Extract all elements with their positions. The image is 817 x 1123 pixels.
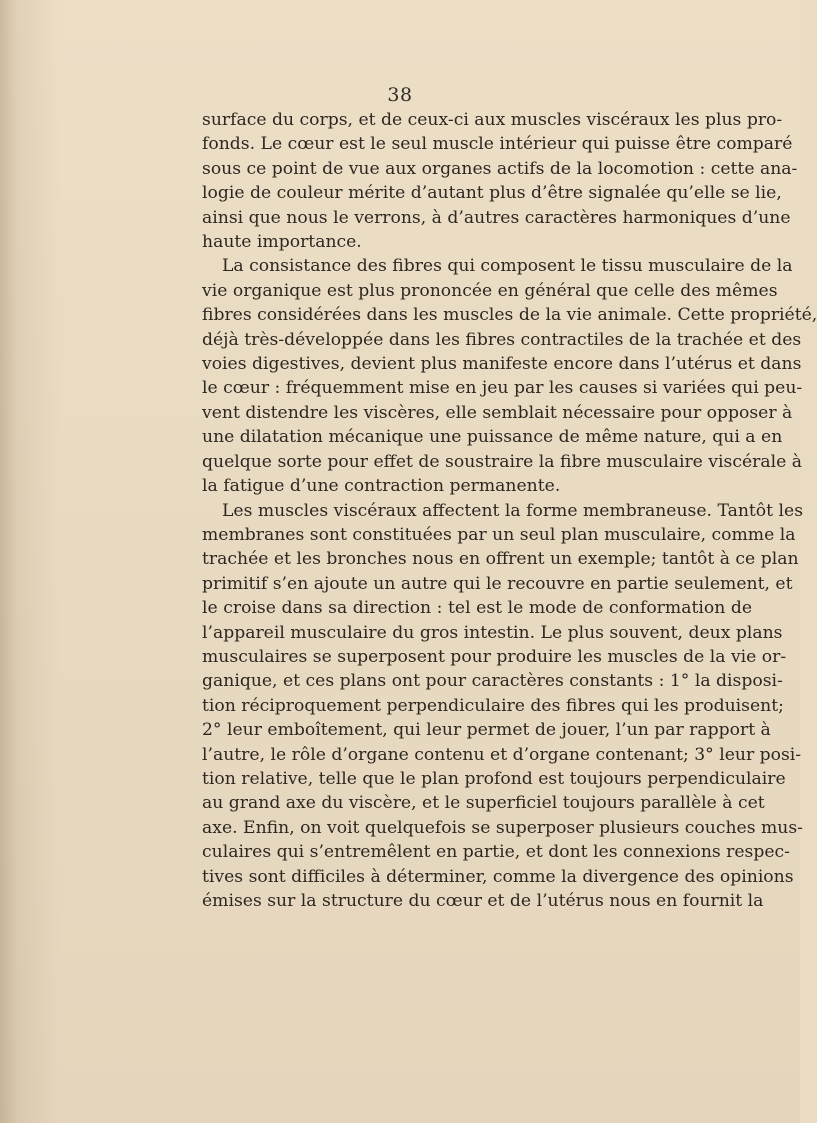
text-line: 2° leur emboîtement, qui leur permet de jouer, l’un par rapport à (202, 720, 771, 741)
text-line: surface du corps, et de ceux-ci aux muscles viscéraux les plus pro- (202, 110, 783, 130)
text-line: au grand axe du viscère, et le superficiel toujours parallèle à cet (202, 793, 765, 814)
text-line: vent distendre les viscères, elle semblait nécessaire pour opposer à (202, 402, 793, 423)
text-line: la fatigue d’une contraction permanente. (202, 476, 561, 497)
text-line: logie de couleur mérite d’autant plus d’être signalée qu’elle se lie, (202, 183, 782, 204)
text-line: haute importance. (202, 232, 362, 253)
text-line: Les muscles viscéraux affectent la forme membraneuse. Tantôt les (222, 500, 804, 521)
text-line: voies digestives, devient plus manifeste encore dans l’utérus et dans (202, 354, 802, 375)
text-line: membranes sont constituées par un seul plan musculaire, comme la (202, 524, 796, 545)
page-number: 38 (387, 84, 413, 106)
text-line: La consistance des fibres qui composent le tissu musculaire de la (222, 256, 793, 277)
paragraph-2 (202, 254, 817, 498)
text-line: une dilatation mécanique une puissance de même nature, qui a en (202, 427, 783, 448)
text-line: ganique, et ces plans ont pour caractères constants : 1° la disposi- (202, 671, 783, 692)
text-line: le croise dans sa direction : tel est le mode de conformation de (202, 598, 752, 619)
text-line: fibres considérées dans les muscles de la vie animale. Cette propriété, (202, 305, 817, 326)
text-line: primitif s’en ajoute un autre qui le recouvre en partie seulement, et (202, 573, 793, 594)
text-line: déjà très-développée dans les fibres contractiles de la trachée et des (202, 329, 802, 350)
text-line: le cœur : fréquemment mise en jeu par les causes si variées qui peu- (202, 378, 803, 399)
text-line: vie organique est plus prononcée en général que celle des mêmes (202, 280, 778, 301)
text-line: l’appareil musculaire du gros intestin. Le plus souvent, deux plans (202, 622, 783, 643)
text-line: sous ce point de vue aux organes actifs de la locomotion : cette ana- (202, 158, 798, 179)
text-line: tion réciproquement perpendiculaire des fibres qui les produisent; (202, 695, 784, 716)
text-line: trachée et les bronches nous en offrent un exemple; tantôt à ce plan (202, 549, 799, 570)
text-line: tives sont difficiles à déterminer, comme la divergence des opinions (202, 866, 794, 887)
text-line: musculaires se superposent pour produire les muscles de la vie or- (202, 646, 787, 667)
text-line: l’autre, le rôle d’organe contenu et d’organe contenant; 3° leur posi- (202, 744, 802, 765)
text-line: axe. Enfin, on voit quelquefois se superposer plusieurs couches mus- (202, 817, 803, 838)
body-text (202, 108, 817, 913)
text-line: quelque sorte pour effet de soustraire la fibre musculaire viscérale à (202, 451, 802, 472)
paragraph-3 (202, 499, 804, 914)
paragraph-1 (202, 108, 798, 254)
text-line: fonds. Le cœur est le seul muscle intérieur qui puisse être comparé (202, 134, 793, 155)
text-line: ainsi que nous le verrons, à d’autres caractères harmoniques d’une (202, 207, 791, 228)
text-line: émises sur la structure du cœur et de l’utérus nous en fournit la (202, 891, 764, 911)
text-line: tion relative, telle que le plan profond est toujours perpendiculaire (202, 768, 786, 789)
text-line: culaires qui s’entremêlent en partie, et dont les connexions respec- (202, 842, 790, 863)
